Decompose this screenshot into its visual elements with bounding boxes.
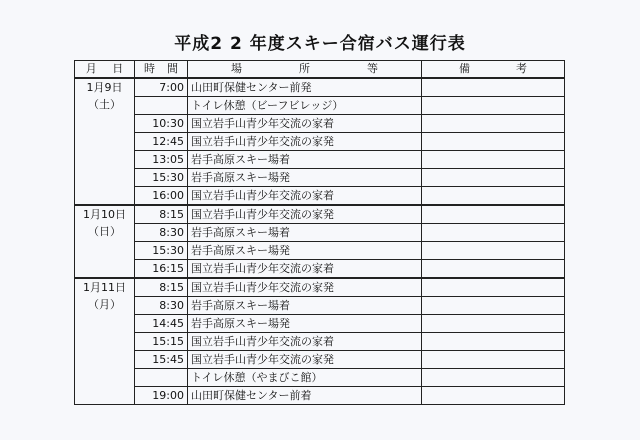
weekday-label: （日） xyxy=(88,225,121,238)
table-row xyxy=(75,278,565,297)
header-date-char: 日 xyxy=(112,62,124,75)
date-label: 1月11日 xyxy=(83,281,126,294)
note-cell xyxy=(422,205,565,224)
note-cell xyxy=(422,297,565,315)
date-cell xyxy=(75,205,135,278)
table-row xyxy=(75,387,565,405)
table-header-row xyxy=(75,61,565,79)
time-cell: 15:45 xyxy=(135,351,188,369)
table-row xyxy=(75,260,565,279)
place-cell: 山田町保健センター前発 xyxy=(188,78,422,97)
place-cell: 岩手高原スキー場発 xyxy=(188,315,422,333)
place-cell: 岩手高原スキー場着 xyxy=(188,151,422,169)
note-cell xyxy=(422,133,565,151)
header-time-char: 時 xyxy=(144,62,155,75)
time-cell: 8:15 xyxy=(135,278,188,297)
time-cell: 12:45 xyxy=(135,133,188,151)
time-cell: 8:15 xyxy=(135,205,188,224)
place-cell: 岩手高原スキー場着 xyxy=(188,297,422,315)
place-cell: 国立岩手山青少年交流の家着 xyxy=(188,333,422,351)
table-row xyxy=(75,315,565,333)
page-title: 平成2 2 年度スキー合宿バス運行表 xyxy=(174,34,466,54)
time-cell: 16:15 xyxy=(135,260,188,279)
time-cell xyxy=(135,369,188,387)
note-cell xyxy=(422,97,565,115)
table-row xyxy=(75,151,565,169)
header-place xyxy=(188,61,422,79)
note-cell xyxy=(422,151,565,169)
header-place-char: 場 xyxy=(231,62,242,75)
note-cell xyxy=(422,224,565,242)
table-row xyxy=(75,242,565,260)
table-row xyxy=(75,78,565,97)
place-cell: 岩手高原スキー場発 xyxy=(188,169,422,187)
place-cell: 国立岩手山青少年交流の家発 xyxy=(188,351,422,369)
schedule-body xyxy=(75,78,565,405)
place-cell: 国立岩手山青少年交流の家着 xyxy=(188,187,422,206)
place-cell: 国立岩手山青少年交流の家発 xyxy=(188,278,422,297)
weekday-label: （土） xyxy=(88,98,121,111)
time-cell: 19:00 xyxy=(135,387,188,405)
time-cell: 14:45 xyxy=(135,315,188,333)
place-cell: 国立岩手山青少年交流の家着 xyxy=(188,260,422,279)
table-row xyxy=(75,351,565,369)
header-place-char: 等 xyxy=(367,62,378,75)
time-cell: 8:30 xyxy=(135,224,188,242)
place-cell: 岩手高原スキー場発 xyxy=(188,242,422,260)
header-date-char: 月 xyxy=(85,62,97,75)
table-row xyxy=(75,205,565,224)
place-cell: 国立岩手山青少年交流の家着 xyxy=(188,115,422,133)
header-place-char: 所 xyxy=(299,62,310,75)
note-cell xyxy=(422,169,565,187)
place-cell: トイレ休憩（ビーフビレッジ） xyxy=(188,97,422,115)
time-cell xyxy=(135,97,188,115)
weekday-label: （月） xyxy=(88,298,121,311)
bus-schedule-table xyxy=(74,60,565,405)
header-date xyxy=(75,61,135,79)
note-cell xyxy=(422,333,565,351)
note-cell xyxy=(422,278,565,297)
table-row xyxy=(75,333,565,351)
time-cell: 10:30 xyxy=(135,115,188,133)
table-row xyxy=(75,115,565,133)
table-row xyxy=(75,97,565,115)
time-cell: 15:15 xyxy=(135,333,188,351)
time-cell: 8:30 xyxy=(135,297,188,315)
note-cell xyxy=(422,369,565,387)
table-row xyxy=(75,369,565,387)
place-cell: 岩手高原スキー場着 xyxy=(188,224,422,242)
note-cell xyxy=(422,115,565,133)
header-notes xyxy=(422,61,565,79)
note-cell xyxy=(422,242,565,260)
time-cell: 7:00 xyxy=(135,78,188,97)
header-notes-char: 備 xyxy=(459,62,470,75)
header-time-char: 間 xyxy=(167,62,178,75)
date-label: 1月10日 xyxy=(83,208,126,221)
note-cell xyxy=(422,315,565,333)
note-cell xyxy=(422,387,565,405)
date-label: 1月9日 xyxy=(86,81,123,94)
place-cell: トイレ休憩（やまびこ館） xyxy=(188,369,422,387)
time-cell: 15:30 xyxy=(135,242,188,260)
place-cell: 国立岩手山青少年交流の家発 xyxy=(188,205,422,224)
place-cell: 国立岩手山青少年交流の家発 xyxy=(188,133,422,151)
time-cell: 13:05 xyxy=(135,151,188,169)
header-time xyxy=(135,61,188,79)
date-cell xyxy=(75,278,135,405)
note-cell xyxy=(422,78,565,97)
note-cell xyxy=(422,260,565,279)
header-notes-char: 考 xyxy=(516,62,527,75)
table-row xyxy=(75,297,565,315)
time-cell: 15:30 xyxy=(135,169,188,187)
time-cell: 16:00 xyxy=(135,187,188,206)
table-row xyxy=(75,133,565,151)
table-row xyxy=(75,187,565,206)
place-cell: 山田町保健センター前着 xyxy=(188,387,422,405)
note-cell xyxy=(422,351,565,369)
note-cell xyxy=(422,187,565,206)
table-row xyxy=(75,224,565,242)
date-cell xyxy=(75,78,135,205)
table-row xyxy=(75,169,565,187)
